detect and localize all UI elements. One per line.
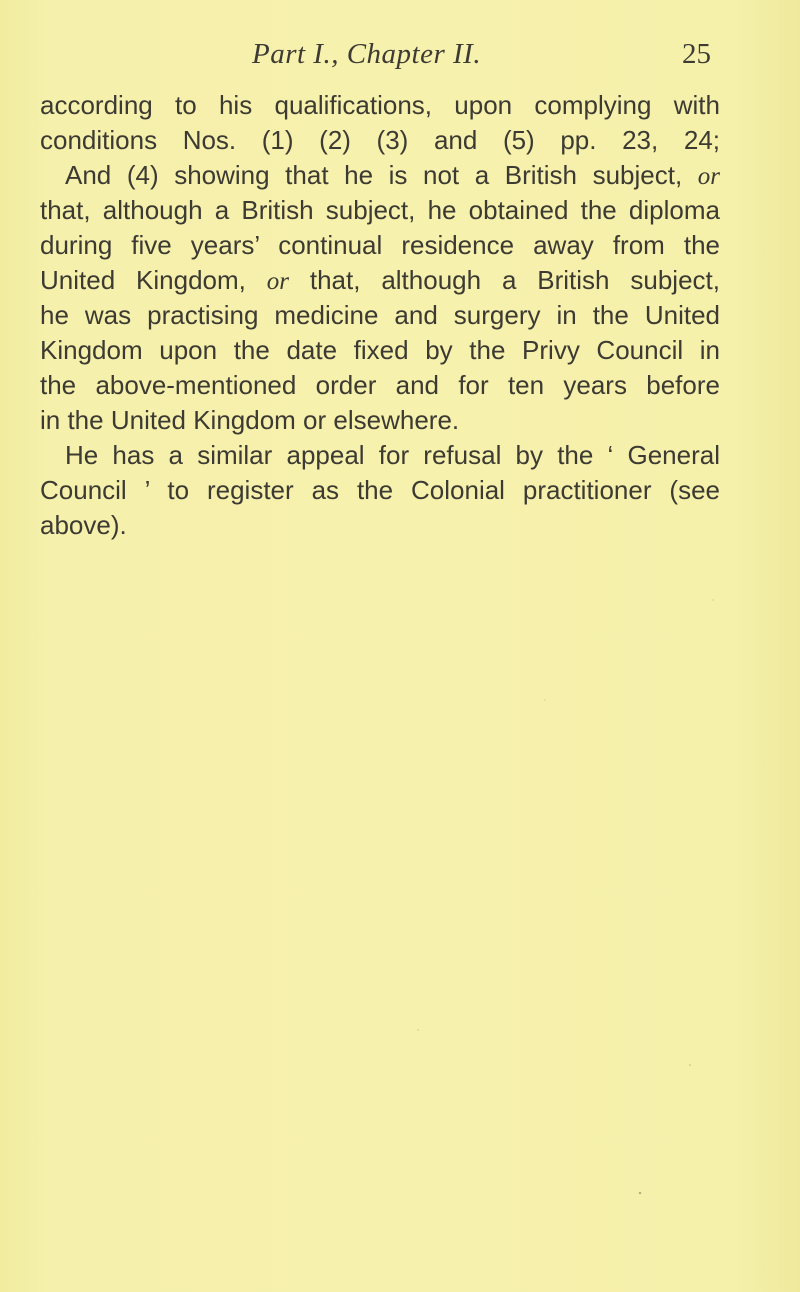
text-line: Council ’ to register as the Colonial practitioner (see	[40, 475, 720, 505]
italic-or: or	[266, 268, 289, 295]
text-run: And (4) showing that he is not a British subject,	[65, 160, 683, 190]
body-text	[40, 88, 720, 543]
text-line	[40, 263, 720, 298]
text-line: conditions Nos. (1) (2) (3) and (5) pp. 23, 24;	[40, 125, 720, 155]
text-run: United Kingdom,	[40, 265, 246, 295]
text-line: above).	[40, 510, 127, 540]
running-title: Part I., Chapter II.	[252, 38, 482, 70]
text-line: he was practising medicine and surgery in the United	[40, 300, 720, 330]
text-run: that, although a British subject,	[309, 265, 720, 295]
text-line: that, although a British subject, he obtained the diploma	[40, 195, 720, 225]
text-line	[40, 158, 720, 193]
text-line: in the United Kingdom or elsewhere.	[40, 405, 460, 435]
text-line: He has a similar appeal for refusal by the ‘ General	[65, 440, 720, 470]
text-line: during five years’ continual residence away from the	[40, 230, 720, 260]
text-line: according to his qualifications, upon complying with	[40, 90, 720, 120]
page-number: 25	[682, 38, 711, 70]
text-line: the above-mentioned order and for ten years before	[40, 370, 720, 400]
italic-or: or	[697, 163, 720, 190]
running-header	[0, 38, 800, 78]
text-line: Kingdom upon the date fixed by the Privy Council in	[40, 335, 720, 365]
